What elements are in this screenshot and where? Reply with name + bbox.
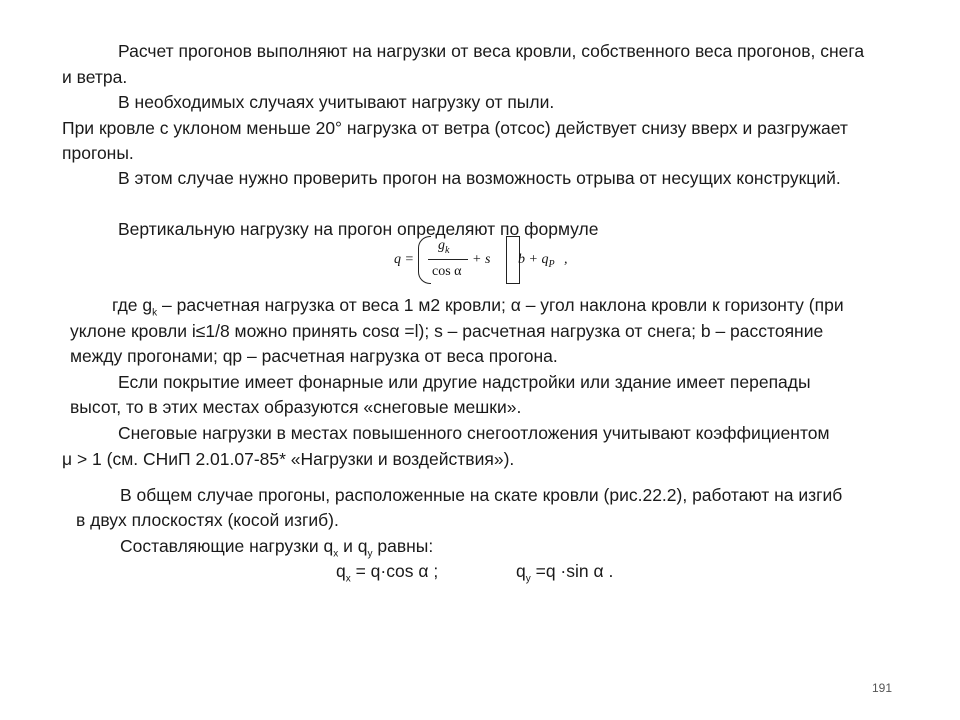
text-line: прогоны. [62, 143, 134, 163]
qy-formula: $q_y =q \cdot\sin$ α . [516, 561, 614, 585]
text-line: уклоне кровли i≤1/8 можно принять cosα =l); s – расчетная нагрузка от снега; b – расстояние [70, 321, 824, 341]
text-line: Расчет прогонов выполняют на нагрузки от веса кровли, собственного веса прогонов, снега [118, 41, 865, 61]
text-line: При кровле с уклоном меньше 20° нагрузка от ветра (отсос) действует снизу вверх и разгружает [62, 118, 848, 138]
text-line: μ > 1 (см. СНиП 2.01.07-85* «Нагрузки и воздействия»). [62, 449, 515, 469]
text-line: Вертикальную нагрузку на прогон определяют по формуле [118, 219, 599, 239]
load-formula [392, 236, 592, 284]
formula-numerator: $g_k$ [438, 238, 450, 256]
left-paren-icon [418, 236, 431, 284]
text-line: В необходимых случаях учитывают нагрузку от пыли. [118, 92, 555, 112]
fraction-bar [428, 259, 468, 260]
text-line: Если покрытие имеет фонарные или другие надстройки или здание имеет перепады [118, 372, 811, 392]
text-line: В общем случае прогоны, расположенные на скате кровли (рис.22.2), работают на изгиб [120, 485, 843, 505]
qx-formula: $q_x = q\cdot\cos$ α ; [336, 561, 439, 585]
text-line: В этом случае нужно проверить прогон на возможность отрыва от несущих конструкций. [118, 168, 841, 188]
text-line: высот, то в этих местах образуются «снеговые мешки». [70, 397, 522, 417]
text-line: Снеговые нагрузки в местах повышенного снегоотложения учитывают коэффициентом [118, 423, 830, 443]
text-line: где $g_k$ – расчетная нагрузка от веса 1 м2 кровли; α – угол наклона кровли к горизонту (при [112, 295, 844, 319]
text-line: Составляющие нагрузки $q_x$ и $q_y$ равны: [120, 536, 434, 560]
formula-comma: , [564, 252, 568, 267]
page-number: 191 [872, 681, 893, 695]
formula-lhs: q = [394, 252, 414, 267]
formula-denominator: cos α [432, 264, 462, 279]
text-line: между прогонами; qр – расчетная нагрузка от веса прогона. [70, 346, 558, 366]
text-line: в двух плоскостях (косой изгиб). [76, 510, 339, 530]
formula-plus-s: + s [472, 252, 491, 267]
formula-tail: $b + q_P$ [518, 252, 555, 270]
text-line: и ветра. [62, 67, 128, 87]
